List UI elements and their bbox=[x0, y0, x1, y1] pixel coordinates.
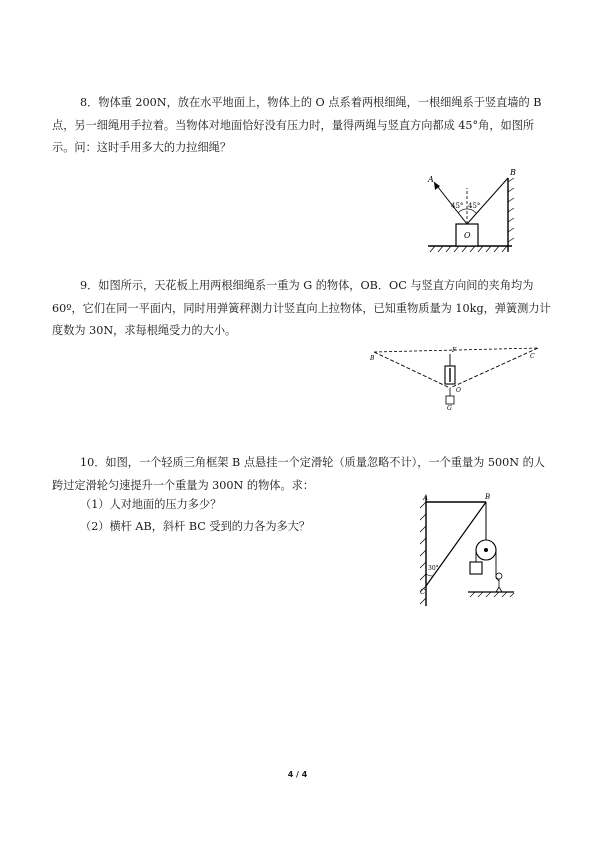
person-icon bbox=[496, 573, 502, 579]
label-f: F bbox=[452, 347, 457, 354]
page-number: 4 / 4 bbox=[287, 770, 308, 779]
label-a: A bbox=[428, 175, 434, 184]
angle-left-label: 45° bbox=[451, 202, 464, 210]
angle-label: 30° bbox=[428, 565, 439, 572]
label-g: G bbox=[447, 405, 452, 412]
label-c: C bbox=[530, 353, 535, 360]
question-8-figure bbox=[420, 168, 520, 256]
question-10-sub-1: （1）人对地面的压力多少？ bbox=[80, 498, 222, 511]
label-o: O bbox=[456, 387, 461, 394]
load-block bbox=[470, 562, 482, 574]
label-b: B bbox=[370, 355, 375, 362]
question-9-figure bbox=[370, 340, 542, 412]
question-9-text: 9．如图所示，天花板上用两根细绳系一重为 G 的物体，OB．OC 与竖直方向间的夹角均为 60º，它们在同一平面内，同时用弹簧秤测力计竖直向上拉物体，已知重物质量为 10kg，弹簧测力计度数为 30N，求每根绳受力的大小。 bbox=[52, 279, 551, 337]
question-10-figure bbox=[418, 490, 518, 608]
question-8-text: 8．物体重 200N，放在水平地面上，物体上的 O 点系着两根细绳，一根细绳系于竖直墙的 B 点，另一细绳用手拉着。当物体对地面恰好没有压力时，量得两绳与竖直方向都成 45°角，如图所示。问：这时手用多大的力拉细绳？ bbox=[52, 96, 542, 154]
label-o: O bbox=[464, 231, 471, 240]
question-10-sub-2: （2）横杆 AB，斜杆 BC 受到的力各为多大？ bbox=[80, 520, 311, 533]
angle-right-label: 45° bbox=[468, 202, 481, 210]
label-b: B bbox=[485, 493, 491, 501]
label-a: A bbox=[423, 494, 429, 502]
question-10-text: 10．如图，一个轻质三角框架 B 点悬挂一个定滑轮（质量忽略不计），一个重量为 500N 的人跨过定滑轮匀速提升一个重量为 300N 的物体。求： bbox=[52, 456, 545, 492]
label-c: C bbox=[420, 588, 426, 596]
label-b: B bbox=[510, 168, 516, 177]
weight-block bbox=[446, 396, 454, 404]
